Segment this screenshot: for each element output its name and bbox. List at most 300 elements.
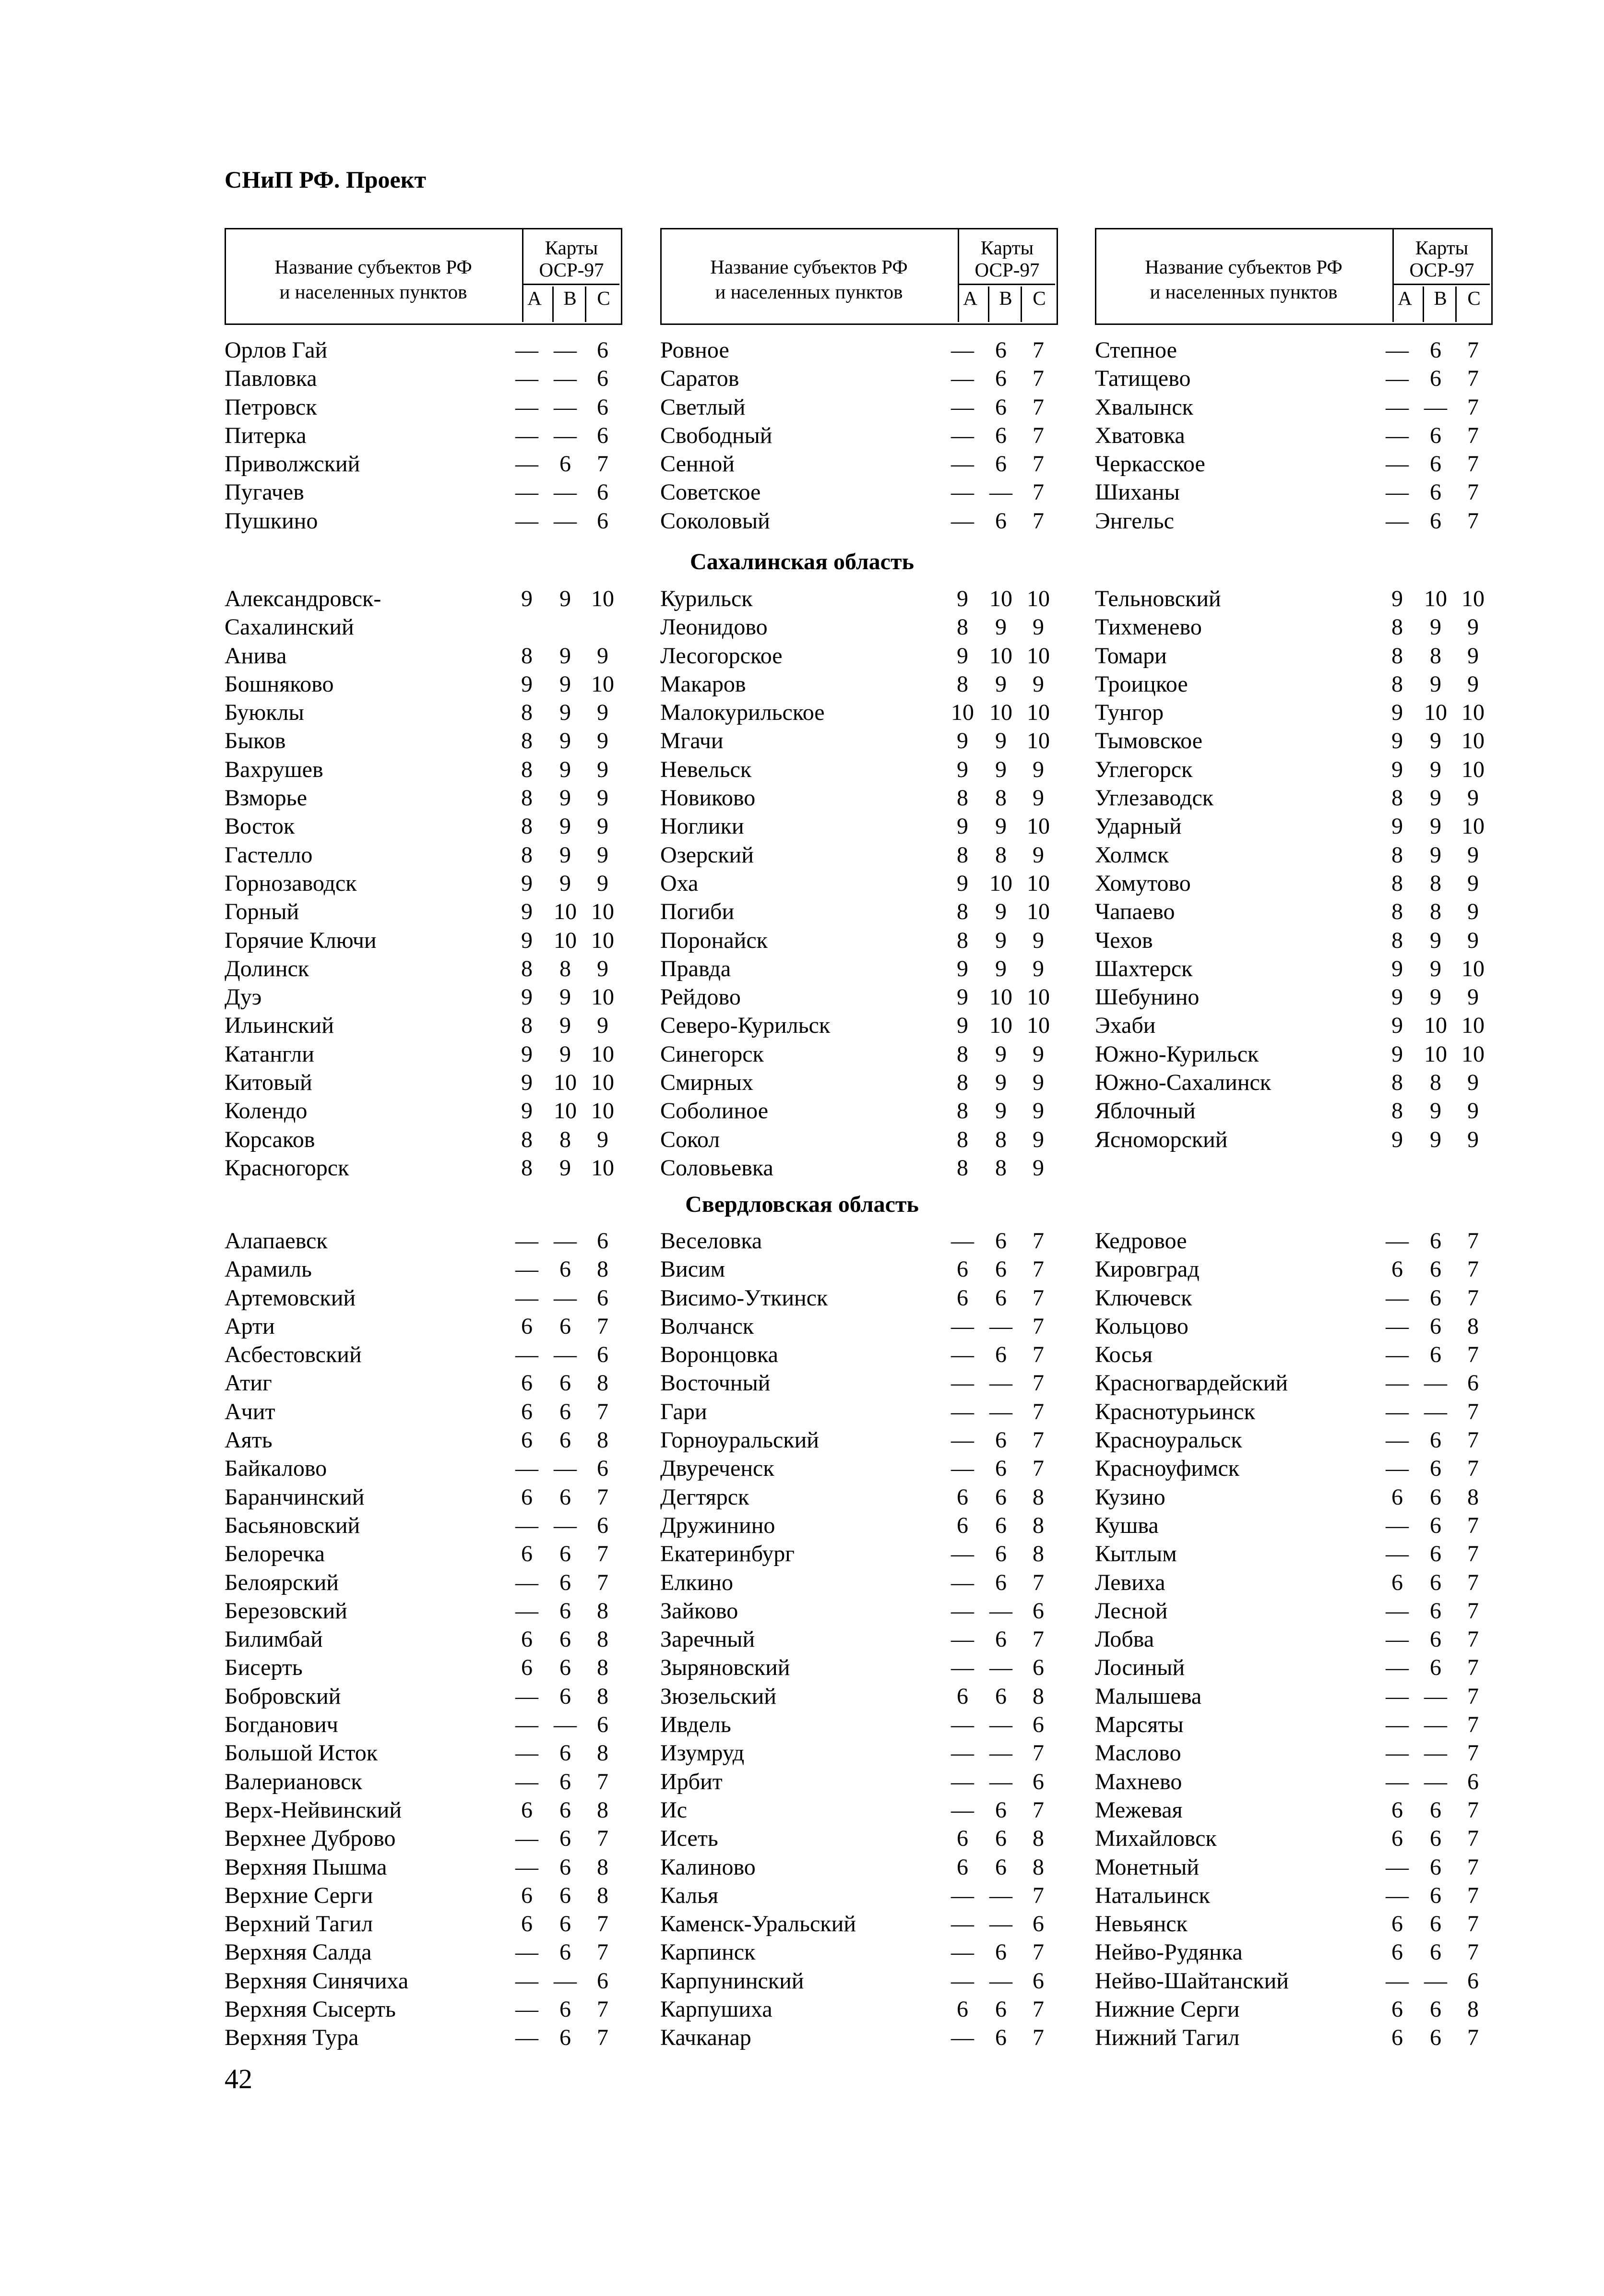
table-row (1095, 897, 1493, 926)
map-b-value: 9 (1430, 1126, 1441, 1152)
settlement-name: Татищево (1095, 366, 1191, 392)
settlement-name: Пугачев (225, 479, 304, 505)
table-row (660, 613, 1058, 641)
settlement-name: Томари (1095, 643, 1167, 669)
settlement-name: Белоярский (225, 1569, 339, 1595)
header-col-b: B (1434, 287, 1447, 309)
map-c-value: 6 (597, 337, 608, 363)
header-maps: Карты (980, 237, 1034, 259)
settlement-name: Питерка (225, 422, 307, 448)
map-b-value: 6 (559, 1797, 571, 1823)
table-row (225, 926, 623, 955)
table-column (225, 1227, 623, 2052)
map-c-value: 7 (597, 1541, 608, 1567)
map-c-value: 9 (1467, 842, 1479, 868)
table-row (1095, 1710, 1493, 1739)
settlement-name: Советское (660, 479, 761, 505)
map-b-value: 6 (559, 1626, 571, 1652)
table-row (660, 450, 1058, 478)
table-row (1095, 1768, 1493, 1796)
table-row (660, 1511, 1058, 1540)
header-col-c: C (1033, 287, 1046, 309)
settlement-name: Дружинино (660, 1512, 775, 1538)
map-c-value: 6 (597, 1285, 608, 1311)
settlement-name: Верхняя Пышма (225, 1854, 387, 1880)
header-col-c: C (597, 287, 610, 309)
map-a-value: 8 (957, 1098, 968, 1124)
map-a-value: — (951, 1911, 974, 1937)
settlement-name: Бисерть (225, 1655, 303, 1681)
map-c-value: 9 (1467, 899, 1479, 925)
table-column (1095, 336, 1493, 535)
map-b-value: — (989, 1740, 1012, 1766)
map-a-value: — (951, 479, 974, 505)
table-row (1095, 2023, 1493, 2052)
map-a-value: — (951, 2025, 974, 2051)
map-a-value: 9 (1391, 756, 1403, 782)
table-row (1095, 1125, 1493, 1154)
map-a-value: — (515, 1342, 538, 1368)
settlement-name: Сокол (660, 1126, 720, 1152)
map-a-value: — (515, 1512, 538, 1538)
map-a-value: — (1386, 1228, 1409, 1254)
settlement-name: Саратов (660, 366, 739, 392)
map-a-value: — (515, 1769, 538, 1794)
settlement-name: Верхняя Тура (225, 2025, 359, 2051)
map-a-value: — (951, 1655, 974, 1681)
map-a-value: 9 (1391, 984, 1403, 1010)
table-row (1095, 642, 1493, 670)
map-b-value: 9 (995, 1098, 1007, 1124)
map-b-value: 9 (995, 813, 1007, 839)
map-c-value: 9 (597, 813, 608, 839)
map-a-value: — (515, 366, 538, 392)
map-b-value: 6 (995, 422, 1007, 448)
settlement-name: Арти (225, 1313, 275, 1339)
table-row (660, 585, 1058, 613)
table-row (225, 1398, 623, 1426)
map-b-value: — (554, 479, 577, 505)
map-b-value: — (1424, 394, 1447, 420)
map-c-value: 7 (1467, 1712, 1479, 1738)
table-row (225, 869, 623, 897)
map-b-value: 10 (989, 870, 1012, 896)
settlement-name: Правда (660, 956, 731, 981)
map-c-value: 9 (1033, 1041, 1044, 1067)
settlement-name: Ударный (1095, 813, 1182, 839)
map-a-value: — (515, 422, 538, 448)
map-b-value: 9 (559, 842, 571, 868)
map-c-value: 9 (1033, 614, 1044, 640)
map-a-value: — (951, 1541, 974, 1567)
settlement-name: Корсаков (225, 1126, 315, 1152)
map-b-value: 6 (559, 1939, 571, 1965)
settlement-name: Поронайск (660, 927, 768, 953)
table-row (1095, 698, 1493, 727)
settlement-name: Горный (225, 899, 299, 925)
table-row (225, 2023, 623, 2052)
settlement-name: Воронцовка (660, 1342, 778, 1368)
map-c-value: 9 (597, 956, 608, 981)
table-row (225, 642, 623, 670)
settlement-name: Соколовый (660, 508, 770, 534)
map-b-value: 6 (1430, 366, 1441, 392)
map-c-value: 6 (1033, 1712, 1044, 1738)
table-row (225, 1227, 623, 1255)
map-a-value: — (515, 1740, 538, 1766)
settlement-name: Шебунино (1095, 984, 1200, 1010)
header-osr: ОСР-97 (1409, 259, 1474, 281)
settlement-name: Басьяновский (225, 1512, 360, 1538)
map-c-value: 10 (1027, 1013, 1050, 1039)
settlement-name: Махнево (1095, 1769, 1182, 1794)
table-row (660, 1824, 1058, 1853)
settlement-name: Кузино (1095, 1484, 1165, 1510)
map-b-value: 6 (1430, 1256, 1441, 1282)
map-c-value: 7 (597, 1569, 608, 1595)
map-c-value: 7 (1033, 1313, 1044, 1339)
header-name (225, 254, 522, 304)
map-a-value: 8 (957, 671, 968, 697)
map-a-value: 8 (957, 842, 968, 868)
map-b-value: 6 (1430, 1285, 1441, 1311)
table-row (660, 1568, 1058, 1597)
map-a-value: 9 (957, 1013, 968, 1039)
table-row (225, 1011, 623, 1040)
map-c-value: 10 (591, 671, 614, 697)
map-c-value: 8 (597, 1683, 608, 1709)
map-a-value: 8 (521, 643, 533, 669)
map-a-value: 9 (957, 586, 968, 611)
settlement-name: Китовый (225, 1070, 312, 1096)
map-c-value: 10 (591, 899, 614, 925)
map-b-value: — (1424, 1968, 1447, 1994)
map-a-value: — (951, 337, 974, 363)
map-b-value: 6 (995, 337, 1007, 363)
map-c-value: 7 (1467, 1256, 1479, 1282)
table-row (225, 955, 623, 983)
settlement-name: Леонидово (660, 614, 768, 640)
table-row (1095, 926, 1493, 955)
table-row (1095, 1995, 1493, 2023)
map-a-value: — (951, 1939, 974, 1965)
map-b-value: 8 (995, 842, 1007, 868)
map-b-value: 9 (1430, 956, 1441, 981)
table-row (225, 1910, 623, 1938)
table-row (225, 336, 623, 364)
map-a-value: 9 (521, 586, 533, 611)
table-row (1095, 1255, 1493, 1283)
table-row (660, 1967, 1058, 1995)
table-row (225, 1653, 623, 1682)
settlement-name: Хомутово (1095, 870, 1191, 896)
map-a-value: — (951, 1313, 974, 1339)
map-a-value: — (515, 451, 538, 477)
settlement-name: Заречный (660, 1626, 755, 1652)
map-a-value: — (951, 1626, 974, 1652)
map-c-value: 10 (1461, 700, 1485, 726)
map-c-value: 7 (1033, 1997, 1044, 2022)
settlement-name: Смирных (660, 1070, 754, 1096)
map-a-value: — (1386, 1541, 1409, 1567)
map-c-value: 7 (1033, 479, 1044, 505)
settlement-name: Верхний Тагил (225, 1911, 373, 1937)
map-b-value: 6 (559, 2025, 571, 2051)
map-c-value: 7 (1467, 337, 1479, 363)
map-b-value: 6 (559, 1854, 571, 1880)
settlement-name: Энгельс (1095, 508, 1174, 534)
map-a-value: 6 (957, 1826, 968, 1852)
map-c-value: 7 (1033, 1797, 1044, 1823)
map-c-value: 8 (1033, 1826, 1044, 1852)
map-b-value: — (1424, 1683, 1447, 1709)
settlement-name: Дуэ (225, 984, 262, 1010)
map-a-value: 10 (951, 700, 974, 726)
map-c-value: 7 (1033, 451, 1044, 477)
table-row (660, 1881, 1058, 1910)
settlement-name: Волчанск (660, 1313, 754, 1339)
map-c-value: 8 (1033, 1541, 1044, 1567)
map-a-value: — (515, 1854, 538, 1880)
settlement-name: Косья (1095, 1342, 1153, 1368)
map-c-value: 8 (597, 1655, 608, 1681)
map-b-value: 9 (559, 643, 571, 669)
map-c-value: 9 (1467, 1070, 1479, 1096)
header-name-line2: и населенных пунктов (279, 281, 467, 303)
map-a-value: — (515, 1256, 538, 1282)
settlement-name: Взморье (225, 785, 307, 811)
map-c-value: 9 (1033, 842, 1044, 868)
map-a-value: — (1386, 1769, 1409, 1794)
map-b-value: — (989, 1712, 1012, 1738)
map-a-value: — (951, 1427, 974, 1453)
header-maps: Карты (1415, 237, 1469, 259)
map-b-value: 10 (989, 1013, 1012, 1039)
table-row (225, 1568, 623, 1597)
map-b-value: 6 (1430, 1342, 1441, 1368)
map-b-value: 6 (559, 1484, 571, 1510)
map-b-value: 9 (1430, 756, 1441, 782)
settlement-name: Быков (225, 728, 286, 754)
table-header (225, 228, 621, 324)
table-row (225, 507, 623, 535)
map-b-value: 8 (995, 1155, 1007, 1181)
settlement-name: Горячие Ключи (225, 927, 377, 953)
map-b-value: — (989, 1399, 1012, 1424)
table-row (660, 1312, 1058, 1340)
settlement-name: Красногвардейский (1095, 1370, 1288, 1396)
table-row (1095, 755, 1493, 784)
map-b-value: — (554, 508, 577, 534)
settlement-name: Ключевск (1095, 1285, 1192, 1311)
settlement-name: Висимо-Уткинск (660, 1285, 828, 1311)
table-row (1095, 1340, 1493, 1369)
map-b-value: 6 (995, 1541, 1007, 1567)
map-b-value: 6 (995, 366, 1007, 392)
map-b-value: 6 (559, 1399, 571, 1424)
map-c-value: 8 (1467, 1313, 1479, 1339)
map-a-value: — (1386, 1427, 1409, 1453)
map-c-value: 7 (1467, 1882, 1479, 1908)
table-row (660, 1483, 1058, 1511)
table-row (1095, 1369, 1493, 1397)
map-c-value: 7 (1467, 1826, 1479, 1852)
map-c-value: 7 (1467, 366, 1479, 392)
table-row (1095, 336, 1493, 364)
map-a-value: 6 (957, 1683, 968, 1709)
map-a-value: — (515, 1598, 538, 1624)
table-row (225, 421, 623, 450)
map-b-value: 9 (995, 614, 1007, 640)
table-row (225, 1340, 623, 1369)
map-b-value: 6 (559, 1256, 571, 1282)
map-b-value: 10 (1424, 1041, 1447, 1067)
map-a-value: — (951, 366, 974, 392)
map-b-value: 6 (1430, 337, 1441, 363)
settlement-name: Углегорск (1095, 756, 1193, 782)
table-row (225, 1995, 623, 2023)
map-c-value: 7 (597, 1484, 608, 1510)
settlement-name: Синегорск (660, 1041, 764, 1067)
map-c-value: 7 (1033, 1456, 1044, 1482)
map-c-value: 9 (1467, 1126, 1479, 1152)
map-b-value: 6 (1430, 508, 1441, 534)
map-c-value: 8 (597, 1598, 608, 1624)
table-row (660, 1040, 1058, 1068)
map-b-value: 8 (1430, 643, 1441, 669)
table-row (660, 784, 1058, 812)
table-row (1095, 1853, 1493, 1881)
table-row (1095, 478, 1493, 506)
map-a-value: — (515, 1712, 538, 1738)
map-b-value: 6 (995, 1569, 1007, 1595)
map-c-value: 10 (1027, 700, 1050, 726)
map-a-value: — (951, 1797, 974, 1823)
map-a-value: — (515, 394, 538, 420)
settlement-name: Натальинск (1095, 1882, 1210, 1908)
table-header (1095, 228, 1492, 324)
map-a-value: 9 (957, 956, 968, 981)
map-a-value: — (951, 1712, 974, 1738)
map-b-value: 6 (1430, 1797, 1441, 1823)
map-c-value: 7 (597, 451, 608, 477)
map-c-value: 7 (597, 1939, 608, 1965)
settlement-name: Восточный (660, 1370, 771, 1396)
settlement-name: Красноуфимск (1095, 1456, 1240, 1482)
map-b-value: 10 (989, 984, 1012, 1010)
table-row (660, 1796, 1058, 1824)
settlement-name: Озерский (660, 842, 754, 868)
map-c-value: 8 (1033, 1854, 1044, 1880)
map-c-value: 10 (1461, 813, 1485, 839)
map-a-value: — (515, 1826, 538, 1852)
map-c-value: 8 (1033, 1484, 1044, 1510)
table-row (1095, 1284, 1493, 1312)
map-b-value: 6 (559, 451, 571, 477)
map-a-value: 8 (1391, 870, 1403, 896)
settlement-name: Байкалово (225, 1456, 327, 1482)
settlement-name: Исеть (660, 1826, 718, 1852)
settlement-name: Сахалинский (225, 614, 354, 640)
table-column (1095, 585, 1493, 1154)
table-row (660, 983, 1058, 1011)
map-b-value: 6 (1430, 479, 1441, 505)
table-row (660, 727, 1058, 755)
map-a-value: 8 (957, 1155, 968, 1181)
table-row (225, 1938, 623, 1966)
map-b-value: — (989, 1655, 1012, 1681)
map-a-value: 9 (957, 984, 968, 1010)
map-a-value: 8 (1391, 1098, 1403, 1124)
settlement-name: Качканар (660, 2025, 751, 2051)
map-c-value: 7 (1033, 337, 1044, 363)
map-c-value: 10 (591, 586, 614, 611)
map-b-value: 10 (554, 1098, 577, 1124)
settlement-name: Тымовское (1095, 728, 1203, 754)
table-row (660, 1154, 1058, 1182)
map-b-value: 6 (995, 1456, 1007, 1482)
header-abc (1394, 287, 1490, 311)
settlement-name: Большой Исток (225, 1740, 378, 1766)
map-b-value: 6 (1430, 1826, 1441, 1852)
map-c-value: 9 (1033, 785, 1044, 811)
map-a-value: — (951, 1342, 974, 1368)
map-a-value: — (1386, 366, 1409, 392)
map-c-value: 7 (1033, 1370, 1044, 1396)
map-c-value: 7 (1033, 1740, 1044, 1766)
map-a-value: 9 (1391, 813, 1403, 839)
table-row (225, 983, 623, 1011)
map-c-value: 6 (1033, 1655, 1044, 1681)
header-name (1095, 254, 1392, 304)
map-a-value: 9 (521, 899, 533, 925)
map-b-value: 9 (559, 671, 571, 697)
map-a-value: — (1386, 394, 1409, 420)
map-c-value: 6 (597, 508, 608, 534)
map-c-value: 7 (1467, 1427, 1479, 1453)
map-b-value: 9 (1430, 614, 1441, 640)
map-c-value: 8 (1033, 1512, 1044, 1538)
map-c-value: 10 (1461, 756, 1485, 782)
map-b-value: 9 (995, 956, 1007, 981)
settlement-name: Невьянск (1095, 1911, 1188, 1937)
map-b-value: 9 (995, 671, 1007, 697)
map-a-value: 8 (1391, 643, 1403, 669)
map-c-value: 8 (1467, 1484, 1479, 1510)
settlement-name: Катангли (225, 1041, 314, 1067)
settlement-name: Буюклы (225, 700, 304, 726)
map-c-value: 9 (597, 728, 608, 754)
settlement-name: Горноуральский (660, 1427, 819, 1453)
settlement-name: Монетный (1095, 1854, 1200, 1880)
table-row (1095, 812, 1493, 840)
map-c-value: 10 (1027, 813, 1050, 839)
map-c-value: 9 (1033, 1070, 1044, 1096)
table-column (660, 336, 1058, 535)
table-row (225, 478, 623, 506)
settlement-name: Восток (225, 813, 295, 839)
map-c-value: 7 (1033, 1342, 1044, 1368)
table-row (1095, 585, 1493, 613)
map-b-value: 6 (559, 1882, 571, 1908)
map-a-value: 8 (521, 728, 533, 754)
map-b-value: — (989, 1598, 1012, 1624)
settlement-name: Ис (660, 1797, 687, 1823)
table-row (1095, 450, 1493, 478)
map-b-value: 6 (995, 1256, 1007, 1282)
map-b-value: 10 (554, 1070, 577, 1096)
header-rule (959, 284, 1055, 285)
